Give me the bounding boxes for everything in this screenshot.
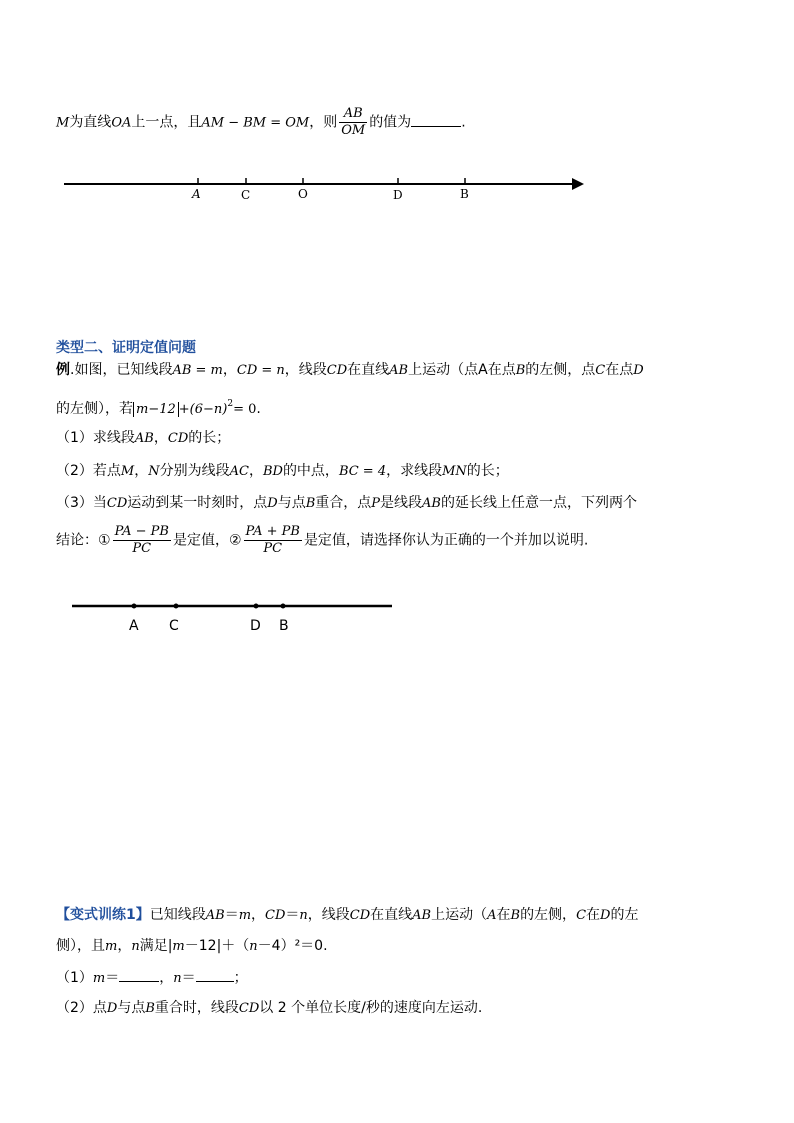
- var-d: D: [267, 496, 278, 511]
- text: 在点: [605, 362, 634, 378]
- answer-blank-n[interactable]: [196, 967, 234, 982]
- var-d: D: [600, 908, 611, 923]
- var-m: m: [92, 971, 106, 986]
- label-a: A: [129, 618, 139, 634]
- var-b: B: [305, 496, 316, 511]
- text: （1）求线段: [56, 430, 135, 446]
- arrow-head-icon: [572, 178, 584, 190]
- var-b: B: [145, 1001, 155, 1016]
- var-cd: CD: [349, 908, 371, 923]
- var-c: C: [595, 363, 606, 378]
- text: 结论：①: [56, 532, 111, 549]
- text: 与点: [277, 495, 306, 511]
- label-b: B: [279, 618, 289, 634]
- text: 满足|: [139, 938, 173, 954]
- text: ，: [153, 430, 168, 446]
- text: 的中点，: [282, 463, 339, 479]
- var-m: m: [172, 939, 185, 954]
- text: 已知线段: [149, 907, 206, 923]
- equals-zero: = 0: [233, 402, 257, 417]
- paren-expr: (6−n): [189, 402, 228, 417]
- text: 上运动（点A在点: [408, 362, 516, 378]
- var-cd: CD: [167, 431, 189, 446]
- example-label: 例: [56, 362, 70, 378]
- text: ，则: [309, 114, 338, 131]
- var-n: N: [148, 464, 160, 479]
- point-b: [281, 604, 286, 609]
- example-line-1: [56, 360, 644, 381]
- var-ac: AC: [229, 464, 249, 479]
- fraction-ab-om: [339, 106, 367, 139]
- text: 是线段: [380, 495, 423, 511]
- period: .: [461, 114, 466, 131]
- question-line: [56, 106, 466, 139]
- text: 分别为线段: [159, 463, 230, 479]
- text: 的长；: [466, 463, 509, 479]
- label-c: C: [169, 618, 179, 634]
- var-cd: CD: [238, 1001, 260, 1016]
- text: 在: [586, 907, 601, 923]
- exercise-line-1: [56, 905, 638, 926]
- var-cd: CD: [326, 363, 348, 378]
- text: 以 2 个单位长度/秒的速度向左运动.: [259, 1000, 483, 1016]
- text: 的左侧，: [520, 907, 577, 923]
- fraction-denominator: OM: [341, 123, 366, 138]
- number-line-figure-1: [0, 170, 794, 230]
- text: 的左侧），若: [56, 401, 133, 417]
- text: 上运动（: [431, 907, 488, 923]
- part-2: [56, 461, 509, 482]
- text: ＝: [285, 907, 300, 923]
- fraction-2: [244, 524, 302, 557]
- text: .如图，已知线段: [70, 362, 173, 378]
- exercise-part-2: [56, 998, 482, 1019]
- text: 的左: [610, 907, 639, 923]
- var-d: D: [106, 1001, 118, 1016]
- text: 是定值，②: [172, 532, 242, 549]
- var-ab: AB: [389, 363, 409, 378]
- text: ；: [233, 970, 248, 986]
- text: ，: [117, 938, 132, 954]
- point-d: [254, 604, 259, 609]
- expr-bc: BC = 4: [338, 464, 387, 479]
- var-ab: AB: [134, 431, 154, 446]
- var-ab: AB: [205, 908, 225, 923]
- text: ，: [159, 970, 174, 986]
- label-o: O: [298, 187, 308, 201]
- fraction-1: [113, 524, 171, 557]
- var-m: m: [105, 939, 118, 954]
- absolute-value: m−12: [133, 402, 179, 417]
- answer-blank-m[interactable]: [119, 967, 159, 982]
- text: ，: [134, 463, 149, 479]
- segment-figure-2: [0, 596, 794, 646]
- var-bd: BD: [262, 464, 283, 479]
- text: 为直线: [69, 114, 112, 131]
- part-3: [56, 493, 637, 514]
- var-p: P: [371, 496, 381, 511]
- equation: AM − BM = OM: [201, 115, 310, 131]
- text: （2）若点: [56, 463, 121, 479]
- fraction-denominator: PC: [263, 541, 283, 556]
- var-cd: CD: [106, 496, 128, 511]
- label-d: D: [393, 188, 403, 202]
- text: 侧），且: [56, 938, 105, 954]
- text: （3）当: [56, 495, 107, 511]
- text: 上一点，且: [131, 114, 202, 131]
- text: ，求线段: [386, 463, 443, 479]
- text: ＝: [105, 970, 120, 986]
- conclusions-line: [56, 524, 588, 557]
- var-m: M: [56, 115, 70, 131]
- var-m: M: [120, 464, 135, 479]
- part-1: [56, 428, 230, 449]
- text: 在: [496, 907, 511, 923]
- var-d: D: [633, 363, 644, 378]
- text: 的长；: [188, 430, 231, 446]
- var-m: m: [238, 908, 252, 923]
- text: ＝: [181, 970, 196, 986]
- expr-ab: AB = m: [172, 363, 223, 378]
- answer-blank[interactable]: [411, 112, 461, 127]
- var-b: B: [515, 363, 526, 378]
- point-a: [132, 604, 137, 609]
- point-c: [174, 604, 179, 609]
- var-cd: CD: [265, 908, 286, 923]
- var-n: n: [173, 971, 182, 986]
- text: －4）²＝0.: [257, 938, 328, 954]
- text: －12|＋（: [184, 938, 250, 954]
- text: ，线段: [284, 362, 327, 378]
- fraction-numerator: PA − PB: [114, 524, 169, 539]
- var-a: A: [487, 908, 497, 923]
- text: ，: [222, 362, 237, 378]
- text: 的值为: [369, 114, 412, 131]
- text: 的延长线上任意一点，下列两个: [441, 495, 637, 511]
- text: （2）点: [56, 1000, 107, 1016]
- example-line-2: [56, 394, 261, 420]
- fraction-denominator: PC: [132, 541, 152, 556]
- label-d: D: [250, 618, 261, 634]
- period: .: [256, 401, 261, 417]
- var-oa: OA: [111, 115, 132, 131]
- text: （1）: [56, 970, 93, 986]
- expr-cd: CD = n: [236, 363, 285, 378]
- text: 重合，点: [315, 495, 372, 511]
- var-n: n: [131, 939, 140, 954]
- text: ，: [248, 463, 263, 479]
- text: 重合时，线段: [154, 1000, 239, 1016]
- text: 在直线: [370, 907, 413, 923]
- exercise-part-1: [56, 967, 248, 989]
- text: 在直线: [347, 362, 390, 378]
- exercise-line-2: [56, 936, 328, 957]
- text: 是定值，请选择你认为正确的一个并加以说明.: [303, 532, 589, 549]
- label-c: C: [241, 188, 251, 202]
- text: ＝: [224, 907, 239, 923]
- var-n: n: [249, 939, 258, 954]
- var-b: B: [510, 908, 521, 923]
- fraction-numerator: AB: [339, 106, 367, 123]
- text: 运动到某一时刻时，点: [127, 495, 268, 511]
- plus-sign: +: [178, 402, 190, 417]
- section-heading: 类型二、证明定值问题: [56, 340, 196, 356]
- text: 的左侧，点: [525, 362, 596, 378]
- text: ，: [251, 907, 266, 923]
- label-a: A: [192, 187, 201, 201]
- exponent: 2: [227, 399, 234, 409]
- label-b: B: [460, 187, 469, 201]
- fraction-numerator: PA + PB: [245, 524, 300, 539]
- var-ab: AB: [412, 908, 432, 923]
- exercise-label: 【变式训练1】: [56, 907, 150, 923]
- text: 与点: [117, 1000, 146, 1016]
- var-c: C: [576, 908, 587, 923]
- var-n: n: [299, 908, 308, 923]
- var-ab: AB: [422, 496, 441, 511]
- text: ，线段: [307, 907, 350, 923]
- var-mn: MN: [442, 464, 467, 479]
